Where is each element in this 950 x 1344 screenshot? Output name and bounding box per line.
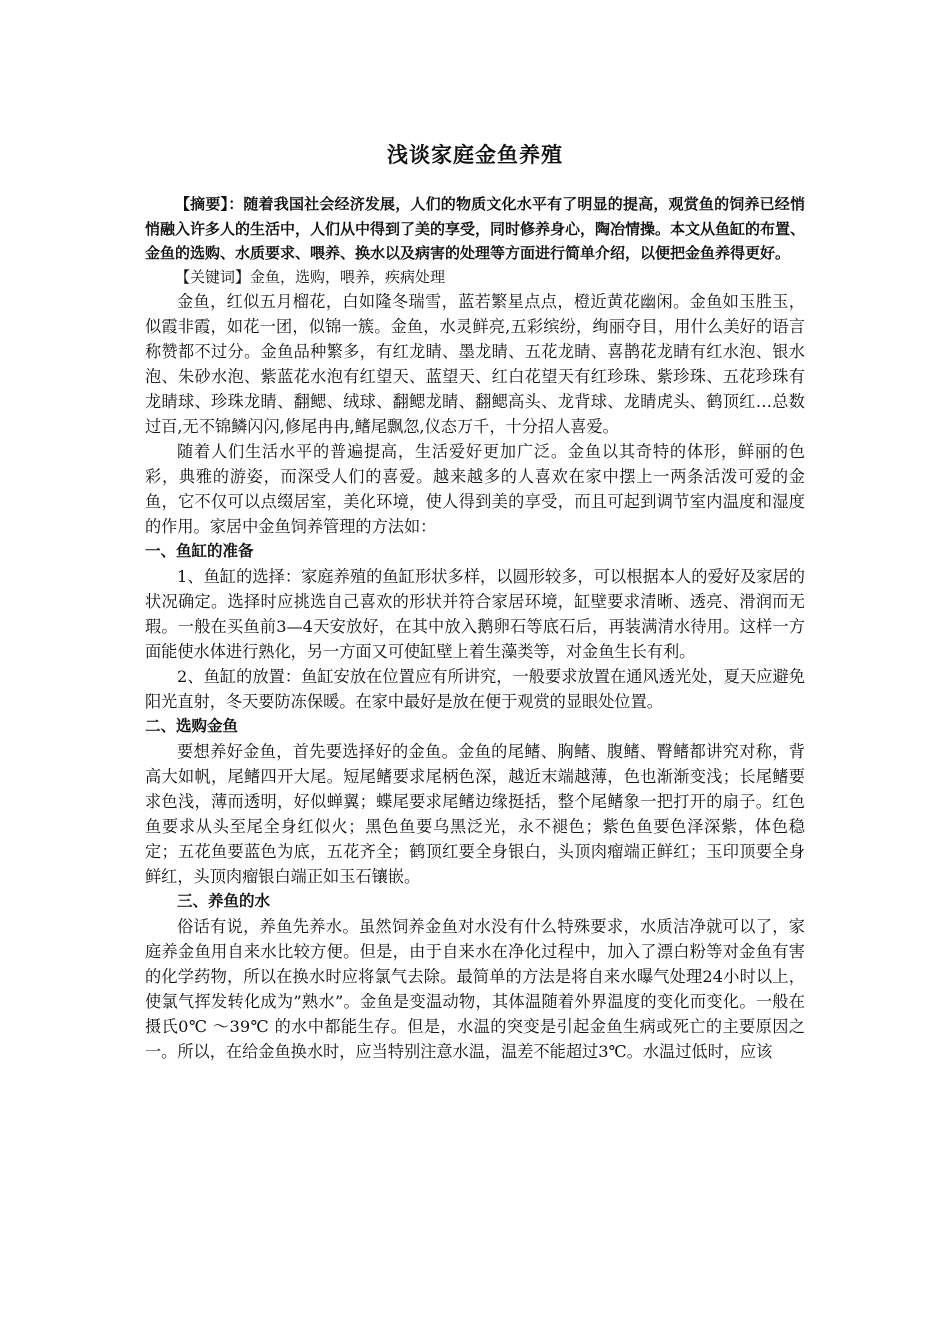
keywords-text: 金鱼，选购，喂养，疾病处理	[250, 267, 446, 286]
section3-paragraph-1: 俗话有说，养鱼先养水。虽然饲养金鱼对水没有什么特殊要求，水质洁净就可以了，家庭养金鱼用自来水比较方便。但是，由于自来水在净化过程中，加入了漂白粉等对金鱼有害的化学药物，所以在换水时应将氯气去除。最简单的方法是将自来水曝气处理24小时以上，使氯气挥发转化成为”熟水”。金鱼是变温动物，其体温随着外界温度的变化而变化。一般在摄氏0℃ ～39℃ 的水中都能生存。但是，水温的突变是引起金鱼生病或死亡的主要原因之一。所以，在给金鱼换水时，应当特别注意水温，温差不能超过3℃。水温过低时，应该	[145, 916, 805, 1061]
abstract-paragraph: 【摘要】：随着我国社会经济发展，人们的物质文化水平有了明显的提高，观赏鱼的饲养已经悄悄融入许多人的生活中，人们从中得到了美的享受，同时修养身心，陶冶情操。本文从鱼缸的布置、金鱼的选购、水质要求、喂养、换水以及病害的处理等方面进行简单介绍，以便把金鱼养得更好。	[145, 195, 806, 262]
keywords-label: 【关键词】	[175, 267, 251, 286]
intro-paragraph-1: 金鱼，红似五月榴花，白如隆冬瑞雪，蓝若繁星点点，橙近黄花幽闲。金鱼如玉胜玉，似霞非霞，如花一团，似锦一簇。金鱼，水灵鲜亮,五彩缤纷，绚丽夺目，用什么美好的语言称赞都不过分。金鱼品种繁多，有红龙睛、墨龙睛、五花龙睛、喜鹊花龙睛有红水泡、银水泡、朱砂水泡、紫蓝花水泡有红望天、蓝望天、红白花望天有红珍珠、紫珍珠、五花珍珠有龙睛球、珍珠龙睛、翻鳃、绒球、翻鳃龙睛、翻鳃高头、龙背球、龙睛虎头、鹤顶红…总数过百,无不锦鳞闪闪,修尾冉冉,鳍尾飘忽,仪态万千，十分招人喜爱。	[145, 291, 805, 436]
section-heading-3: 三、养鱼的水	[177, 891, 271, 910]
section-heading-2: 二、选购金鱼	[145, 716, 239, 735]
section-heading-1: 一、鱼缸的准备	[145, 541, 254, 560]
section2-paragraph-1: 要想养好金鱼，首先要选择好的金鱼。金鱼的尾鳍、胸鳍、腹鳍、臀鳍都讲究对称，背高大如帆，尾鳍四开大尾。短尾鳍要求尾柄色深，越近末端越薄，色也渐渐变浅；长尾鳍要求色浅，薄而透明，好似蝉翼；蝶尾要求尾鳍边缘挺括，整个尾鳍象一把打开的扇子。红色鱼要求从头至尾全身红似火；黑色鱼要乌黑泛光，永不褪色；紫色鱼要色泽深紫，体色稳定；五花鱼要蓝色为底，五花齐全；鹤顶红要全身银白，头顶肉瘤端正鲜红；玉印顶要全身鲜红，头顶肉瘤银白端正如玉石镶嵌。	[145, 741, 805, 886]
document-page	[145, 140, 805, 1064]
section1-paragraph-2: 2、鱼缸的放置：鱼缸安放在位置应有所讲究，一般要求放置在通风透光处，夏天应避免阳光直射，冬天要防冻保暖。在家中最好是放在便于观赏的显眼处位置。	[145, 666, 805, 711]
intro-paragraph-2: 随着人们生活水平的普遍提高，生活爱好更加广泛。金鱼以其奇特的体形，鲜丽的色彩，典雅的游姿，而深受人们的喜爱。越来越多的人喜欢在家中摆上一两条活泼可爱的金鱼，它不仅可以点缀居室，美化环境，使人得到美的享受，而且可起到调节室内温度和湿度的作用。家居中金鱼饲养管理的方法如：	[145, 441, 805, 536]
document-title: 浅谈家庭金鱼养殖	[387, 143, 563, 167]
section1-paragraph-1: 1、鱼缸的选择：家庭养殖的鱼缸形状多样，以圆形较多，可以根据本人的爱好及家居的状况确定。选择时应挑选自己喜欢的形状并符合家居环境，缸壁要求清晰、透亮、滑润而无瑕。一般在买鱼前3—4天安放好，在其中放入鹅卵石等底石后，再装满清水待用。这样一方面能使水体进行熟化，另一方面又可使缸壁上着生藻类等，对金鱼生长有利。	[145, 566, 805, 661]
keywords-line	[145, 266, 805, 289]
